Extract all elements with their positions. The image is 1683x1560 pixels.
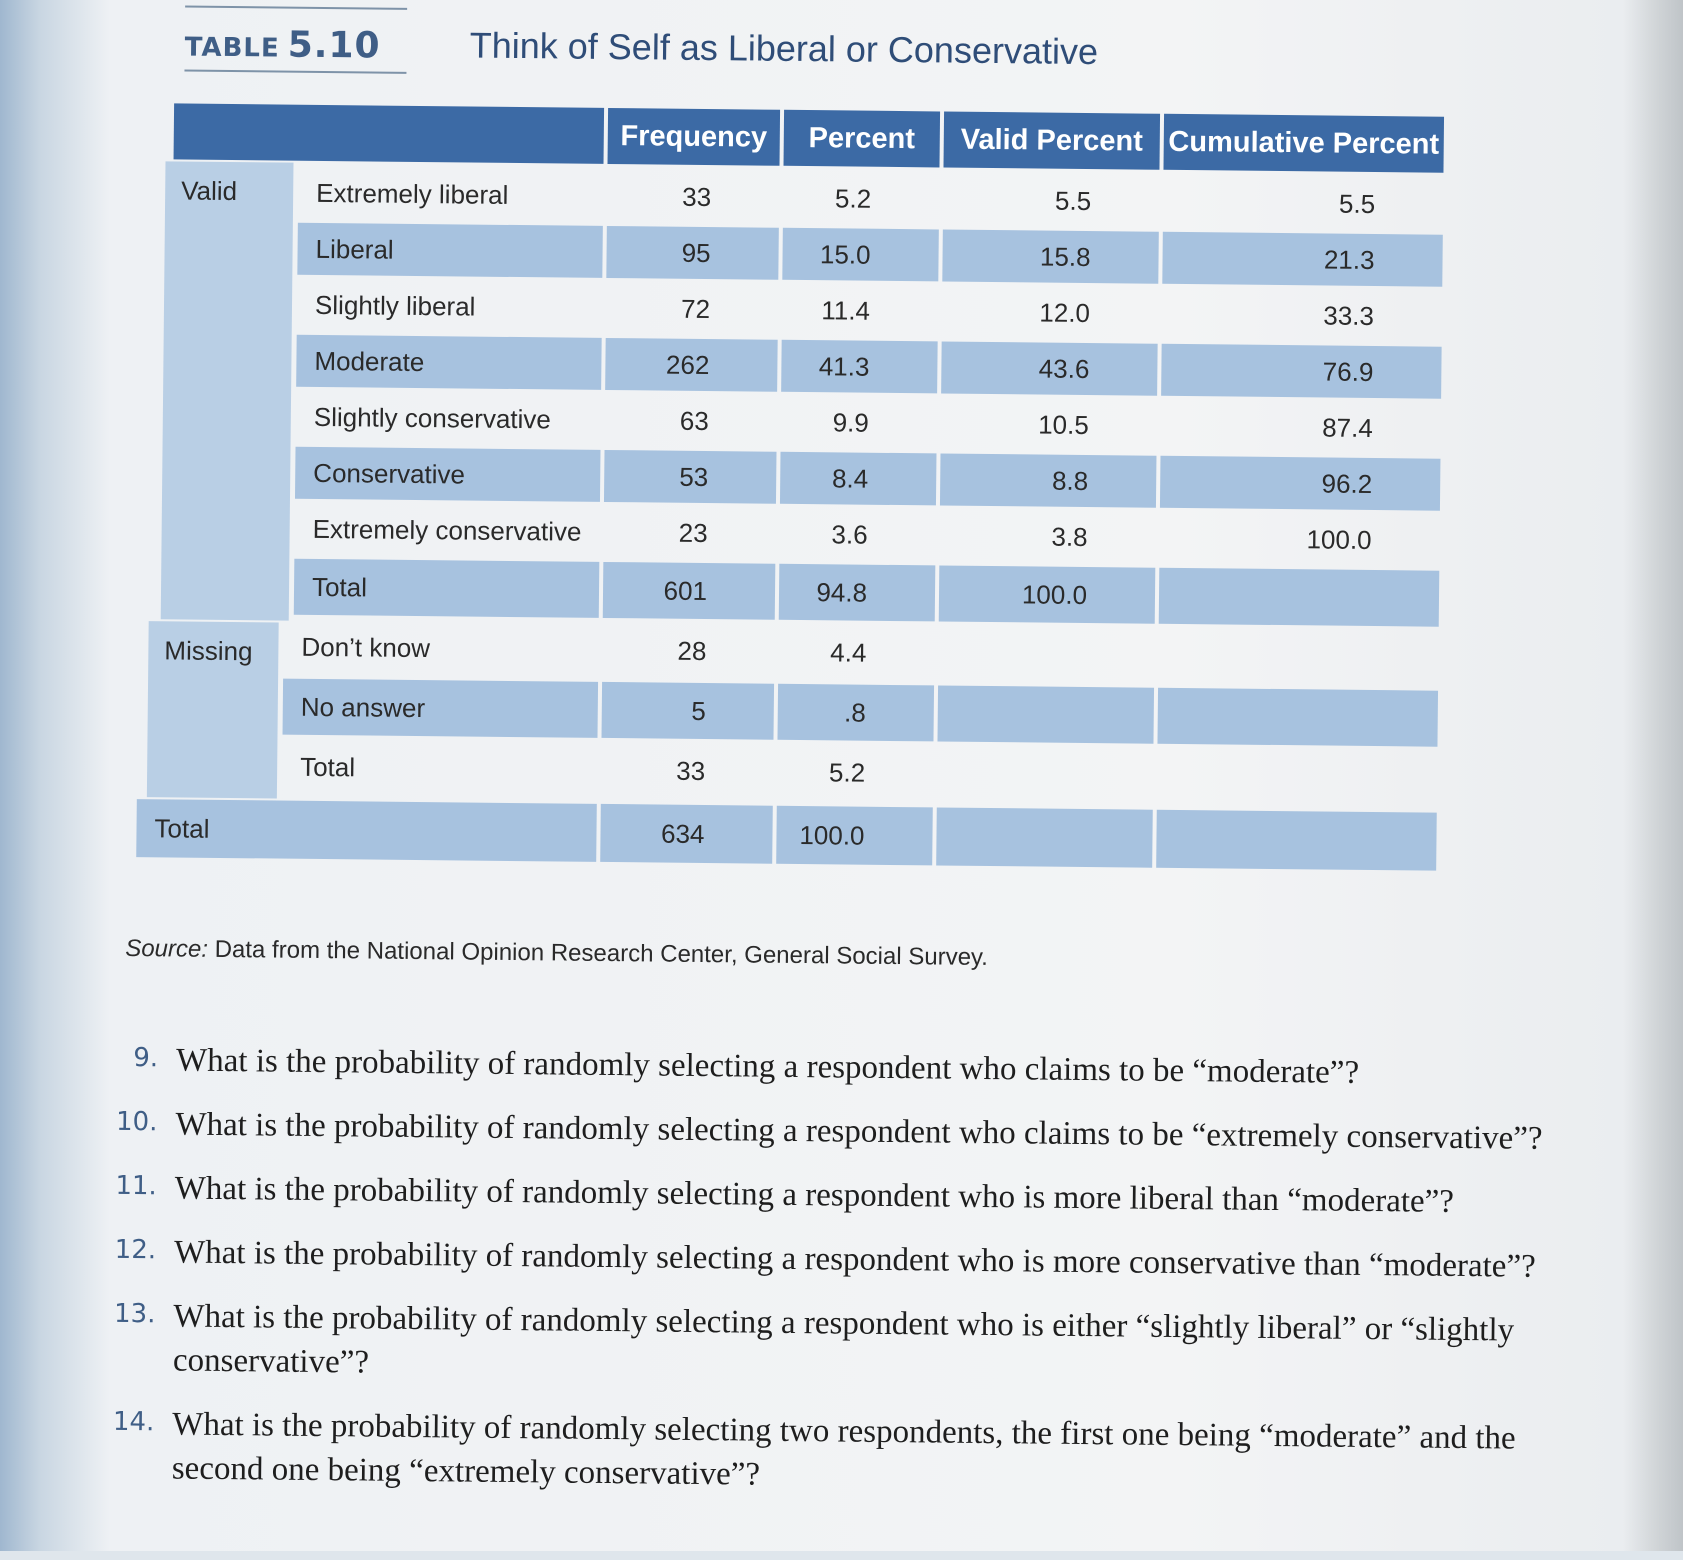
- row-frequency: 33: [676, 755, 706, 786]
- row-frequency: 262: [605, 338, 778, 392]
- question-item: [94, 1038, 1564, 1091]
- question-item: [92, 1230, 1562, 1285]
- row-label: Conservative: [295, 447, 601, 502]
- row-cumulative-percent: [1157, 748, 1438, 807]
- table-label: [185, 24, 449, 68]
- row-frequency: 28: [677, 635, 707, 666]
- row-frequency: 53: [604, 450, 777, 504]
- row-frequency: 63: [679, 405, 709, 436]
- row-valid-percent: [937, 685, 1154, 743]
- row-label: Extremely liberal: [316, 177, 509, 210]
- row-label: Moderate: [296, 335, 602, 390]
- grand-total-percent: 100.0: [776, 806, 933, 866]
- grand-total-frequency: 634: [600, 804, 773, 864]
- row-percent: 3.6: [831, 518, 868, 550]
- row-percent: 8.4: [780, 452, 937, 506]
- question-item: [91, 1402, 1561, 1493]
- question-text: What is the probability of randomly selecting a respondent who is more liberal than “moderate”?: [174, 1170, 1455, 1220]
- question-number: 13.: [113, 1298, 156, 1330]
- row-label: No answer: [283, 679, 599, 738]
- row-valid-percent: 8.8: [940, 453, 1157, 507]
- row-valid-percent: [937, 745, 1154, 803]
- row-percent: 9.9: [832, 406, 869, 438]
- row-label: Liberal: [297, 223, 603, 278]
- row-frequency: 601: [603, 562, 776, 620]
- row-label: Extremely conservative: [312, 513, 582, 547]
- row-valid-percent: 5.5: [1054, 185, 1092, 216]
- table-label-number: 5.10: [287, 24, 381, 67]
- row-cumulative-percent: 96.2: [1160, 456, 1441, 511]
- row-valid-percent: 10.5: [1038, 408, 1089, 440]
- question-item: [93, 1166, 1563, 1220]
- question-item: [92, 1294, 1562, 1381]
- question-number: 11.: [115, 1170, 157, 1202]
- row-cumulative-percent: [1158, 628, 1439, 687]
- row-percent: 11.4: [821, 294, 871, 326]
- row-valid-percent: 43.6: [941, 341, 1158, 395]
- row-frequency: 33: [682, 181, 712, 212]
- row-frequency: 23: [678, 517, 708, 548]
- row-cumulative-percent: [1157, 688, 1438, 747]
- table-label-word: TABLE: [184, 32, 280, 64]
- row-valid-percent: 15.8: [942, 229, 1159, 283]
- row-percent: 5.2: [828, 756, 866, 788]
- question-text: What is the probability of randomly selecting two respondents, the first one being “moderate” and the second one being “extremely conservative”?: [171, 1406, 1516, 1493]
- grand-total-valid-percent: [936, 807, 1153, 867]
- grand-total-cumulative-percent: [1156, 810, 1437, 871]
- row-frequency: 72: [680, 293, 711, 324]
- group-valid: Valid: [161, 161, 294, 620]
- source-text: Data from the National Opinion Research Center, General Social Survey.: [214, 935, 989, 971]
- row-cumulative-percent: 100.0: [1306, 523, 1372, 555]
- row-label: Don’t know: [301, 631, 431, 663]
- question-text: What is the probability of randomly selecting a respondent who claims to be “extremely conservative”?: [175, 1106, 1543, 1157]
- row-percent: .8: [777, 684, 934, 742]
- title-rule-bottom: [184, 70, 406, 74]
- question-text: What is the probability of randomly selecting a respondent who is more conservative than “moderate”?: [173, 1234, 1536, 1285]
- header-stub: [174, 103, 605, 163]
- row-percent: 15.0: [782, 228, 939, 282]
- group-missing: Missing: [147, 621, 279, 798]
- row-percent: 94.8: [779, 564, 936, 622]
- row-cumulative-percent: [1159, 568, 1440, 627]
- table-title-block: [184, 16, 1185, 86]
- row-frequency: 5: [601, 682, 774, 740]
- row-valid-percent: 100.0: [939, 565, 1156, 623]
- row-percent: 41.3: [781, 340, 938, 394]
- row-cumulative-percent: 5.5: [1338, 188, 1376, 219]
- header-frequency: Frequency: [608, 108, 781, 166]
- header-percent: Percent: [783, 110, 940, 168]
- table-title: Think of Self as Liberal or Conservative: [469, 24, 1099, 73]
- question-text: What is the probability of randomly selecting a respondent who is either “slightly liberal” or “slightly conservative”?: [172, 1298, 1515, 1381]
- row-percent: 4.4: [830, 636, 867, 668]
- question-number: 14.: [112, 1406, 155, 1438]
- question-number: 12.: [114, 1234, 157, 1266]
- row-cumulative-percent: 87.4: [1322, 411, 1373, 443]
- header-cumulative-percent: Cumulative Percent: [1163, 114, 1444, 173]
- question-number: 10.: [115, 1106, 158, 1138]
- row-cumulative-percent: 21.3: [1162, 232, 1443, 287]
- row-label: Total: [300, 751, 356, 782]
- question-item: [94, 1102, 1564, 1157]
- row-cumulative-percent: 76.9: [1161, 344, 1442, 399]
- row-cumulative-percent: 33.3: [1323, 299, 1375, 331]
- row-valid-percent: 3.8: [1051, 521, 1088, 552]
- row-frequency: 95: [606, 226, 779, 280]
- row-label: Slightly liberal: [314, 289, 476, 322]
- row-percent: 5.2: [834, 182, 872, 214]
- row-label: Slightly conservative: [313, 401, 551, 434]
- grand-total-label: Total: [136, 799, 597, 862]
- title-rule-top: [185, 6, 407, 10]
- source-label: Source:: [125, 934, 209, 963]
- row-valid-percent: [938, 625, 1155, 683]
- homework-questions: [94, 1038, 1564, 1493]
- question-number: 9.: [133, 1043, 159, 1074]
- frequency-table: [135, 103, 1544, 948]
- question-text: What is the probability of randomly selecting a respondent who claims to be “moderate”?: [175, 1042, 1360, 1091]
- row-label: Total: [294, 559, 600, 618]
- row-valid-percent: 12.0: [1039, 296, 1091, 328]
- header-valid-percent: Valid Percent: [943, 111, 1160, 169]
